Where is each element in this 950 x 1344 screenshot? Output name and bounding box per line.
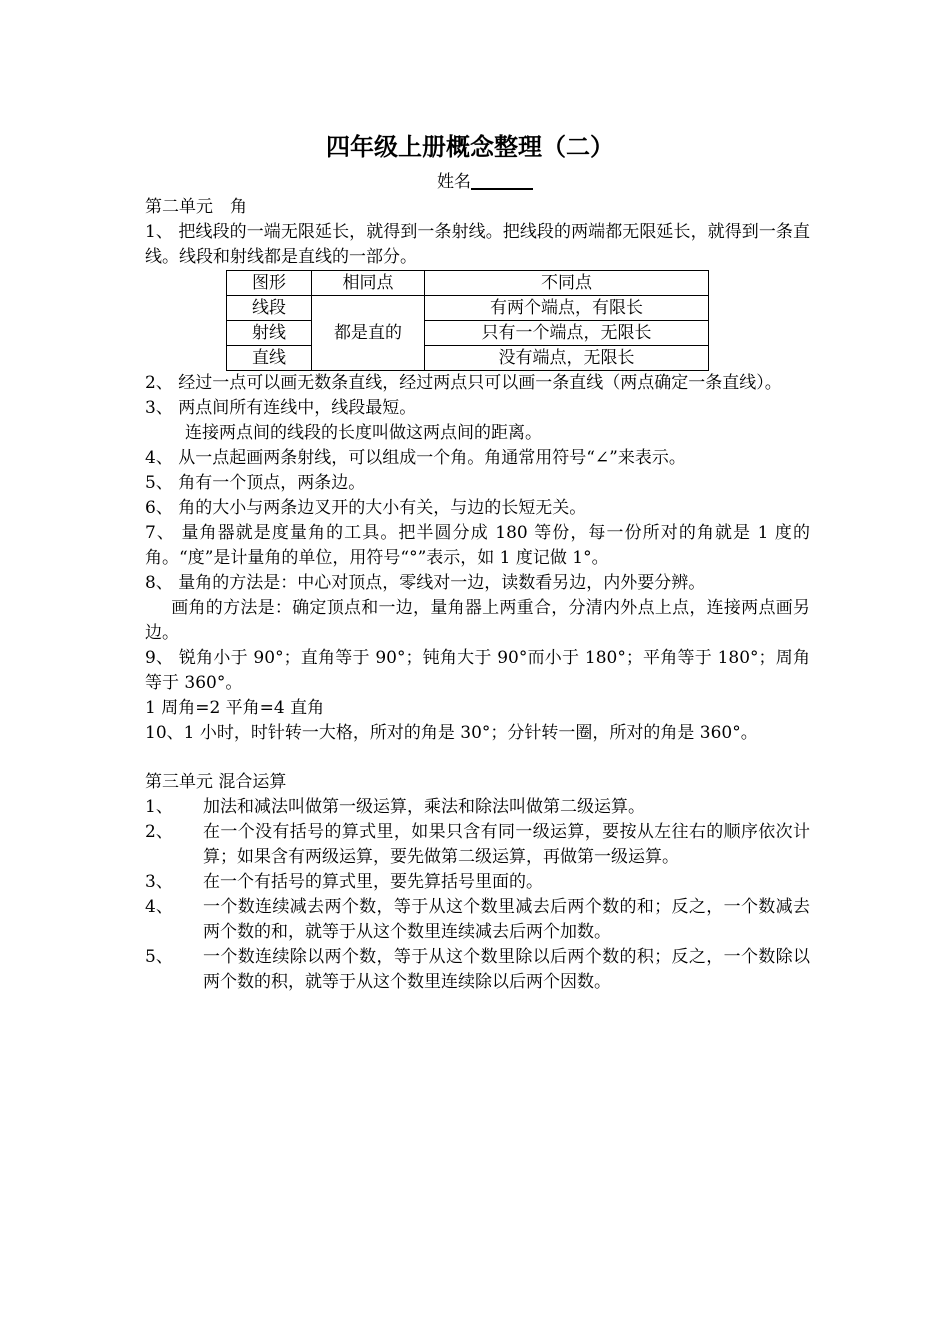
unit3-item <box>145 895 810 945</box>
unit2-point-6: 6、 角的大小与两条边叉开的大小有关，与边的长短无关。 <box>145 498 587 518</box>
unit3-item-text: 加法和减法叫做第一级运算，乘法和除法叫做第二级运算。 <box>203 797 645 817</box>
table-cell-diff: 没有端点，无限长 <box>425 346 709 371</box>
unit2-point-8-continued <box>145 596 810 646</box>
unit3-item <box>145 795 810 820</box>
unit3-item-text: 在一个没有括号的算式里，如果只含有同一级运算，要按从左往右的顺序依次计算；如果含有两级运算，要先做第二级运算，再做第一级运算。 <box>203 822 810 867</box>
table-cell-shape: 射线 <box>227 321 312 346</box>
unit2-point-4: 4、 从一点起画两条射线，可以组成一个角。角通常用符号“∠”来表示。 <box>145 448 686 468</box>
unit3-item-text: 在一个有括号的算式里，要先算括号里面的。 <box>203 872 543 892</box>
unit2-heading: 第二单元 角 <box>145 197 247 217</box>
table-row <box>227 296 709 321</box>
unit2-point-9: 9、 锐角小于 90°；直角等于 90°；钝角大于 90°而小于 180°；平角等于 180°；周角等于 360°。 <box>145 648 810 693</box>
unit2-point-10: 10、1 小时，时针转一大格，所对的角是 30°；分针转一圈，所对的角是 360°。 <box>145 723 758 743</box>
unit2-point-3: 3、 两点间所有连线中，线段最短。 <box>145 398 417 418</box>
unit3-item <box>145 820 810 870</box>
unit3-item-number: 5、 <box>145 947 173 967</box>
unit2-point-2: 2、 经过一点可以画无数条直线，经过两点只可以画一条直线（两点确定一条直线）。 <box>145 373 782 393</box>
unit2-point-1: 1、 把线段的一端无限延长，就得到一条射线。把线段的两端都无限延长，就得到一条直线。线段和射线都是直线的一部分。 <box>145 222 810 267</box>
unit2-point-5: 5、 角有一个顶点，两条边。 <box>145 473 366 493</box>
unit2-point-3-continued: 连接两点间的线段的长度叫做这两点间的距离。 <box>185 423 542 443</box>
table-header-cell: 图形 <box>227 271 312 296</box>
table-cell-diff: 有两个端点，有限长 <box>425 296 709 321</box>
unit3-item-text: 一个数连续除以两个数，等于从这个数里除以后两个数的积；反之，一个数除以两个数的积，就等于从这个数里连续除以后两个因数。 <box>203 947 810 992</box>
document-page <box>145 130 810 995</box>
table-header-row <box>227 271 709 296</box>
unit3-heading: 第三单元 混合运算 <box>145 772 287 792</box>
table-cell-same: 都是直的 <box>312 296 425 371</box>
line-comparison-table <box>226 270 709 371</box>
table-header-cell: 不同点 <box>425 271 709 296</box>
table-row <box>227 346 709 371</box>
name-field <box>160 170 810 195</box>
unit2-point-9-continued: 1 周角=2 平角=4 直角 <box>145 698 325 718</box>
table-cell-diff: 只有一个端点，无限长 <box>425 321 709 346</box>
unit3-item-number: 4、 <box>145 897 173 917</box>
unit2-point-8: 8、 量角的方法是：中心对顶点，零线对一边，读数看另边，内外要分辨。 <box>145 573 706 593</box>
name-blank-line <box>471 170 533 190</box>
document-title: 四年级上册概念整理（二） <box>326 132 614 161</box>
unit3-item-text: 一个数连续减去两个数，等于从这个数里减去后两个数的和；反之，一个数减去两个数的和，就等于从这个数里连续减去后两个加数。 <box>203 897 810 942</box>
table-cell-shape: 线段 <box>227 296 312 321</box>
unit2-point-8-continued-text: 画角的方法是：确定顶点和一边，量角器上两重合，分清内外点上点，连接两点画另边。 <box>145 598 810 643</box>
name-label: 姓名 <box>437 172 471 192</box>
table-row <box>227 321 709 346</box>
unit3-item <box>145 945 810 995</box>
table-cell-shape: 直线 <box>227 346 312 371</box>
unit3-item <box>145 870 810 895</box>
unit2-point-7: 7、 量角器就是度量角的工具。把半圆分成 180 等份，每一份所对的角就是 1 度的角。“度”是计量角的单位，用符号“°”表示，如 1 度记做 1°。 <box>145 523 810 568</box>
unit3-item-number: 3、 <box>145 872 173 892</box>
unit3-item-number: 2、 <box>145 822 173 842</box>
table-header-cell: 相同点 <box>312 271 425 296</box>
unit3-item-number: 1、 <box>145 797 173 817</box>
